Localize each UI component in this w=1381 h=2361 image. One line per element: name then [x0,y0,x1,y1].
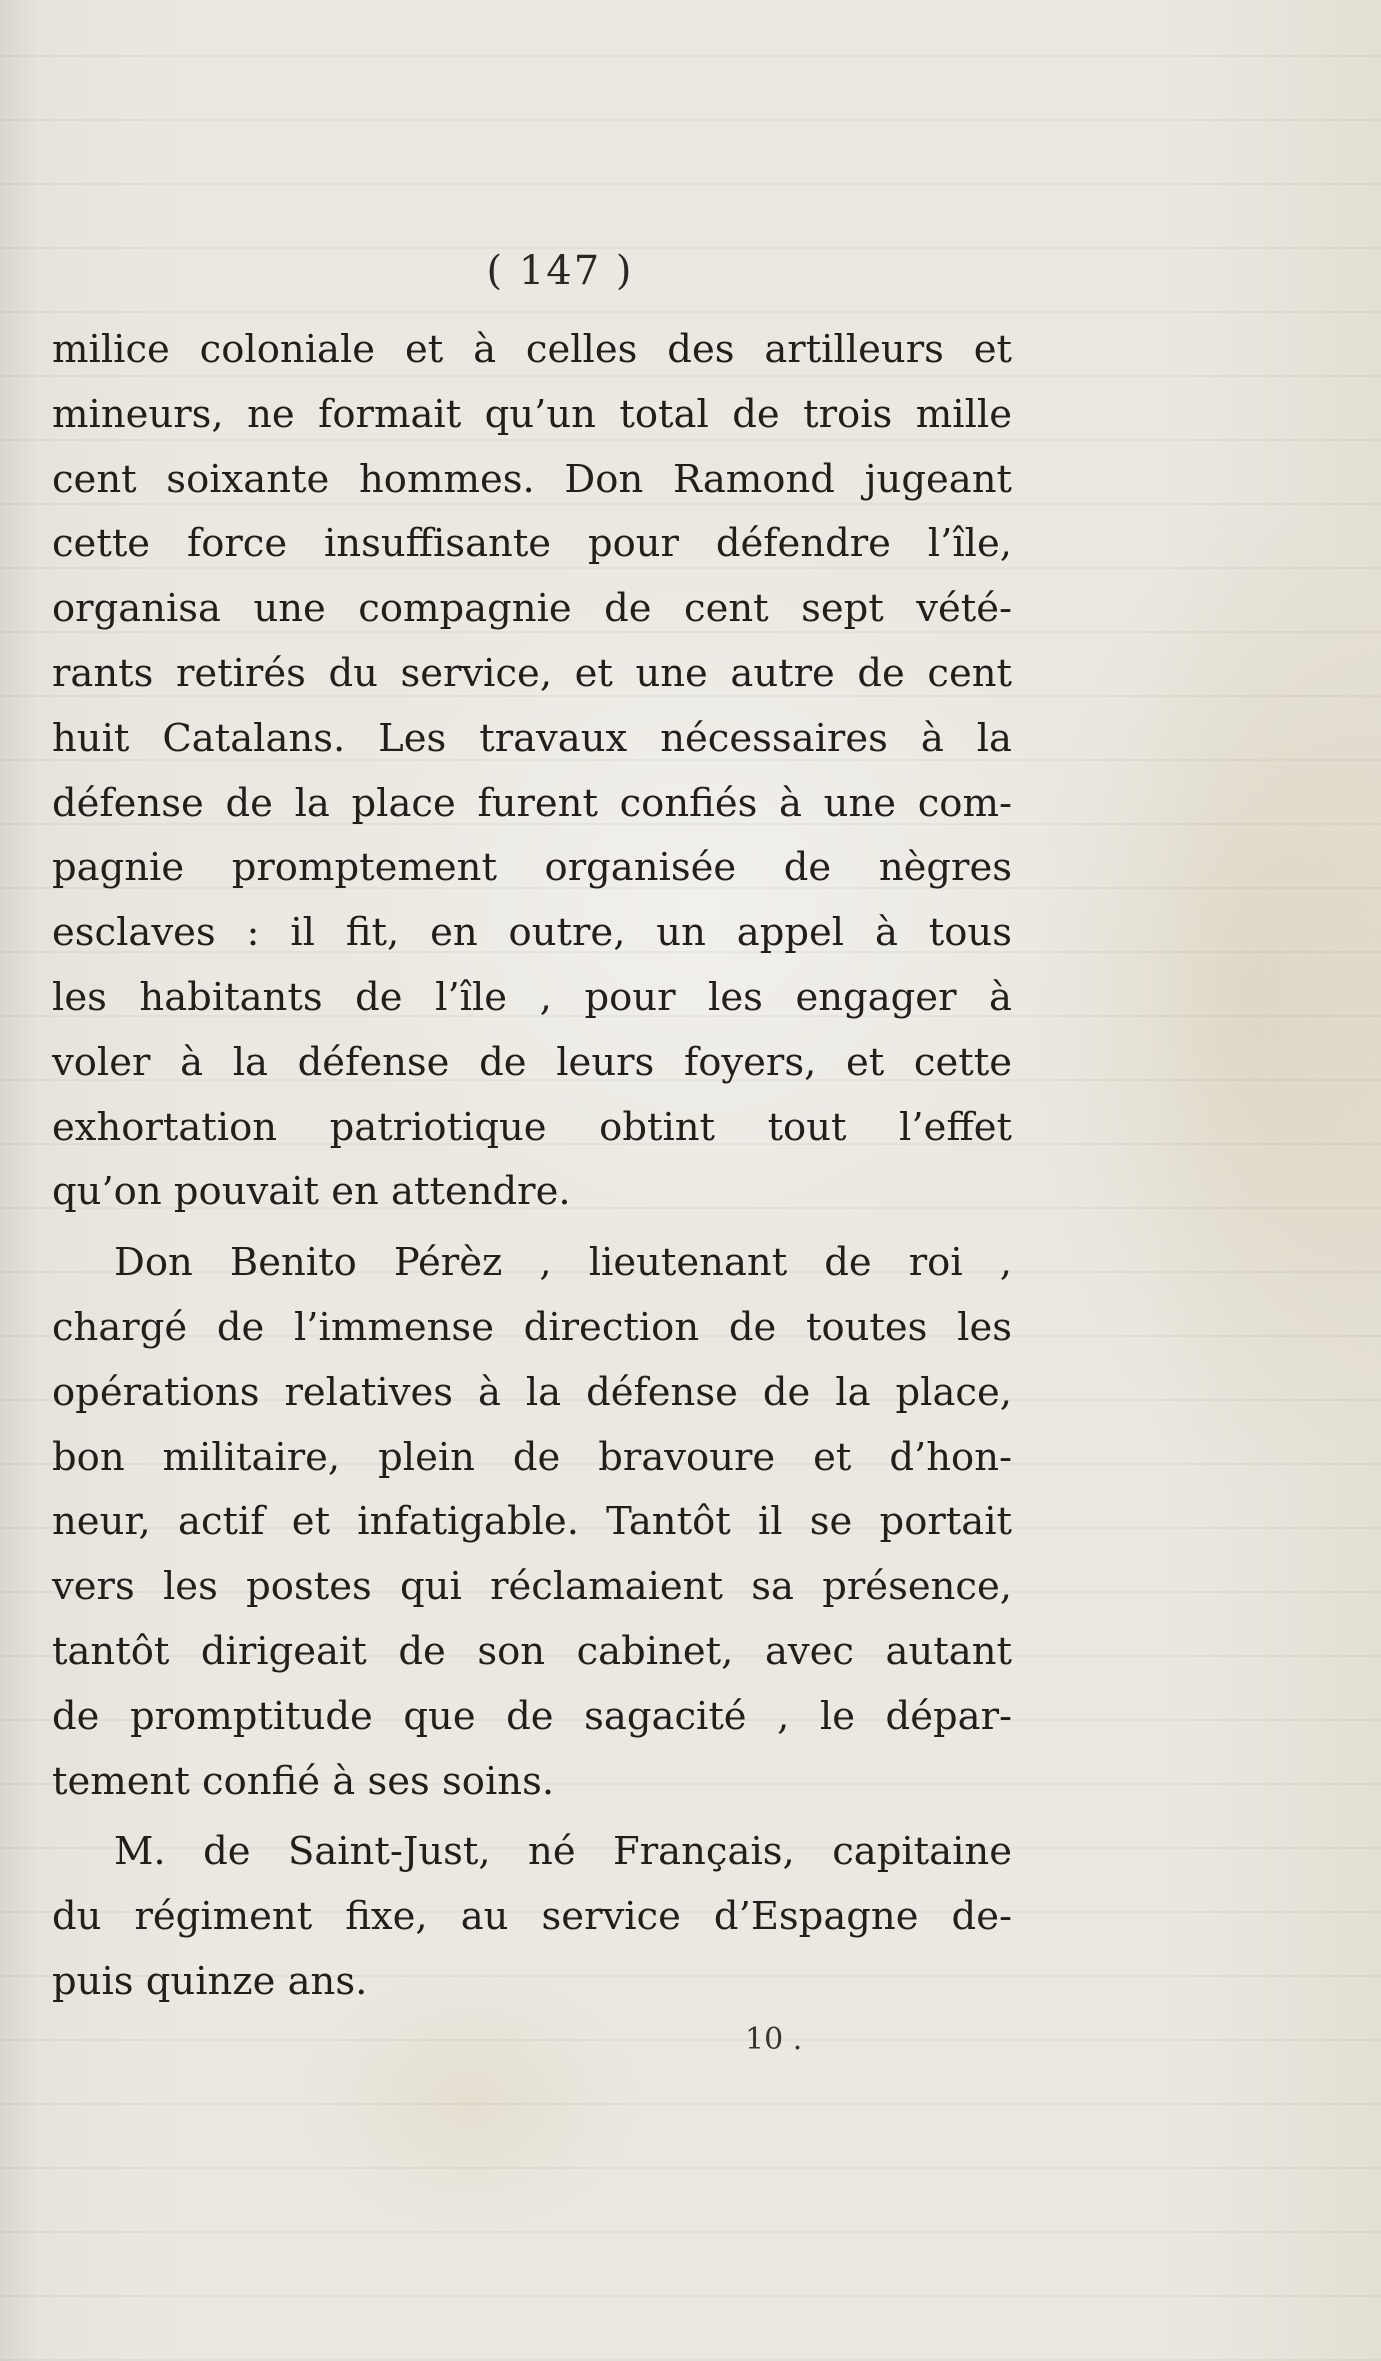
text-line: pagnie promptement organisée de nègres [52,845,1012,891]
text-line: neur, actif et infatigable. Tantôt il se portait [52,1499,1012,1545]
text-line: puis quinze ans. [52,1958,368,2004]
body-text [52,318,1012,2015]
text-line: opérations relatives à la défense de la place, [52,1369,1012,1415]
text-line: défense de la place furent confiés à une com- [52,780,1012,826]
text-line: bon militaire, plein de bravoure et d’hon- [52,1434,1012,1480]
text-line: les habitants de l’île , pour les engager à [52,974,1012,1020]
signature-mark: 10 . [745,2022,803,2057]
text-line: milice coloniale et à celles des artilleurs et [52,327,1012,372]
text-line: cent soixante hommes. Don Ramond jugeant [52,456,1012,502]
text-line: de promptitude que de sagacité , le dépar- [52,1693,1012,1739]
text-line: mineurs, ne formait qu’un total de trois mille [52,391,1012,437]
text-line: M. de Saint-Just, né Français, capitaine [114,1829,1012,1875]
page-number: ( 147 ) [486,248,634,294]
text-line: Don Benito Pérèz , lieutenant de roi , [114,1240,1012,1286]
text-line: cette force insuffisante pour défendre l’île, [52,521,1012,567]
text-line: huit Catalans. Les travaux nécessaires à la [52,715,1012,761]
text-line: esclaves : il fit, en outre, un appel à tous [52,910,1012,956]
text-line: qu’on pouvait en attendre. [52,1169,571,1215]
text-line: tement confié à ses soins. [52,1758,555,1804]
text-line: rants retirés du service, et une autre de cent [52,650,1012,696]
paragraph-3 [52,1820,1012,2014]
text-line: chargé de l’immense direction de toutes les [52,1304,1012,1350]
text-line: voler à la défense de leurs foyers, et cette [52,1039,1012,1085]
text-line: du régiment fixe, au service d’Espagne de- [52,1894,1012,1940]
text-line: vers les postes qui réclamaient sa présence, [52,1564,1012,1610]
paragraph-2 [52,1231,1012,1814]
text-line: tantôt dirigeait de son cabinet, avec autant [52,1628,1012,1674]
text-line: exhortation patriotique obtint tout l’effet [52,1104,1012,1150]
text-line: organisa une compagnie de cent sept vété- [52,586,1012,632]
paragraph-1 [52,318,1012,1225]
